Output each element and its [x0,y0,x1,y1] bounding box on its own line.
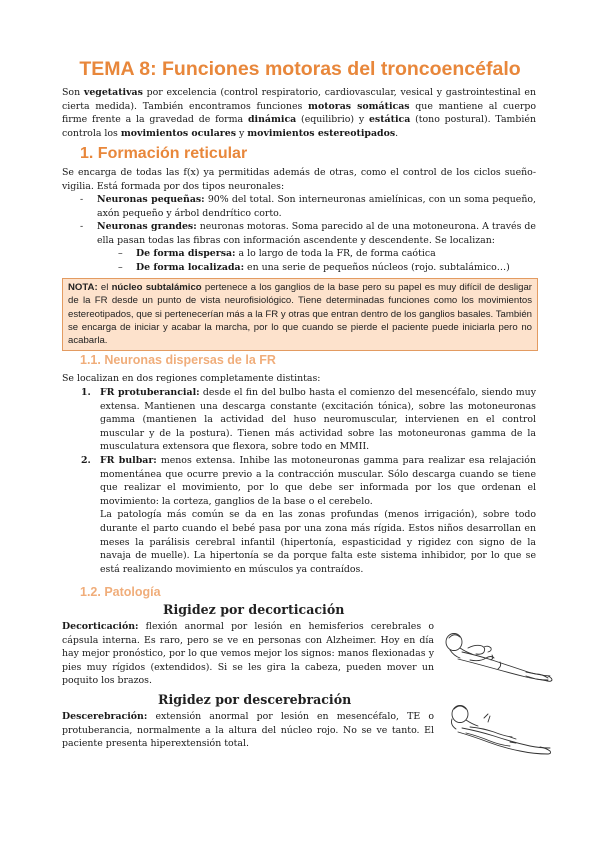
subsection-heading-patologia: 1.2. Patología [80,585,161,599]
list-item: 1. FR protuberancial: desde el fin del bulbo hasta el comienzo del mesencéfalo, siendo muy extensa. Mantienen una descarga constante (excitación tónica), sobre las motoneuronas gamma (mantienen la actividad del huso neuromuscular, intervienen en el control muscular y de la postura). Tienen más actividad sobre las motoneuronas gamma de la musculatura extensora que flexora, sobre todo en MMII. [81,387,536,453]
note-box: NOTA: el núcleo subtalámico pertenece a los ganglios de la base pero su papel es muy difícil de desligar de la FR desde un punto de vista neurofisiológico. Tiene determinadas funciones como los movimientos estereotipados, que si pertenecerían más a la FR y otras que entran dentro de los ganglios basales. También se encarga de iniciar y acabar la marcha, por lo que cuando se pierde el paciente puede iniciarla pero no acabarla. [62,278,538,351]
list-item: - Neuronas pequeñas: 90% del total. Son interneuronas amielínicas, con un soma pequeño, axón pequeño y árbol dendrítico corto. [80,194,536,219]
sub-list-item: – De forma dispersa: a lo largo de toda la FR, de forma caótica [118,248,436,260]
intro-paragraph: Son vegetativas por excelencia (control respiratorio, cardiovascular, vesical y gastrointestinal en cierta medida). También encontramos funciones motoras somáticas que mantiene al cuerpo firme frente a la gravedad de forma dinámica (equilibrio) y estática (tono postural). También controla los movimientos oculares y movimientos estereotipados. [62,87,537,139]
sub-list-item: – De forma localizada: en una serie de pequeños núcleos (rojo. subtalámico…) [118,261,510,273]
decorticacion-paragraph: Decorticación: flexión anormal por lesión en hemisferios cerebrales o cápsula interna. Es raro, pero se ve en personas con Alzheimer. Hoy en día hay mejor pronóstico, por lo que vemos mejor los signos: manos flexionadas y pies muy rígidos (extendidos). Si se les gira la cabeza, pueden mover un poquito los brazos. [62,621,434,687]
page-title: TEMA 8: Funciones motoras del troncoencéfalo [79,58,521,80]
bullet-marker: - [80,194,84,205]
decortication-posture-figure [440,626,558,686]
subsection-heading-neuronas-dispersas: 1.1. Neuronas dispersas de la FR [80,353,276,367]
sub-bullet-marker: – [118,261,123,273]
number-marker: 1. [81,387,91,398]
subtitle-descerebracion: Rigidez por descerebración [158,692,352,707]
decerebration-posture-figure [440,700,558,758]
sub-bullet-marker: – [118,248,123,260]
regions-list [62,386,536,576]
list-item: 2. FR bulbar: menos extensa. Inhibe las motoneuronas gamma para realizar esa relajación momentánea que ocurre previo a la contracción muscular. Sólo descarga cuando se tiene que realizar el movimiento, por lo que debe ser informada por los que ordenan el movimiento: la corteza, ganglios de la base o el cerebelo. [81,454,536,507]
descerebracion-paragraph: Descerebración: extensión anormal por lesión en mesencéfalo, TE o protuberancia, normalmente a la altura del núcleo rojo. No se ve tanto. El paciente presenta hiperextensión total. [62,711,434,750]
section-heading-formacion-reticular: 1. Formación reticular [80,145,248,162]
list-item: - Neuronas grandes: neuronas motoras. Soma parecido al de una motoneurona. A través de ella pasan todas las fibras con información ascendente y descendente. Se localizan: [80,221,536,246]
number-marker: 2. [81,454,91,466]
neuron-types-list [62,193,536,275]
formacion-reticular-paragraph: Se encarga de todas las f(x) ya permitidas además de otras, como el control de los ciclos sueño-vigilia. Está formada por dos tipos neuronales: [62,167,536,192]
neuronas-dispersas-paragraph: Se localizan en dos regiones completamente distintas: [62,373,321,384]
list-item-continuation: La patología más común se da en las zonas profundas (menos irrigación), sobre todo durante el parto cuando el bebé pasa por una zona más rígida. Estos niños desarrollan en meses la parálisis cerebral infantil (hipertonía, espasticidad y rigidez con signo de la navaja de muelle). La hipertonía se da porque falta este sistema inhibidor, por lo que se está realizando movimiento en músculos ya contraídos. [100,509,536,575]
bullet-marker: - [80,221,84,233]
subtitle-decorticacion: Rigidez por decorticación [163,602,345,617]
